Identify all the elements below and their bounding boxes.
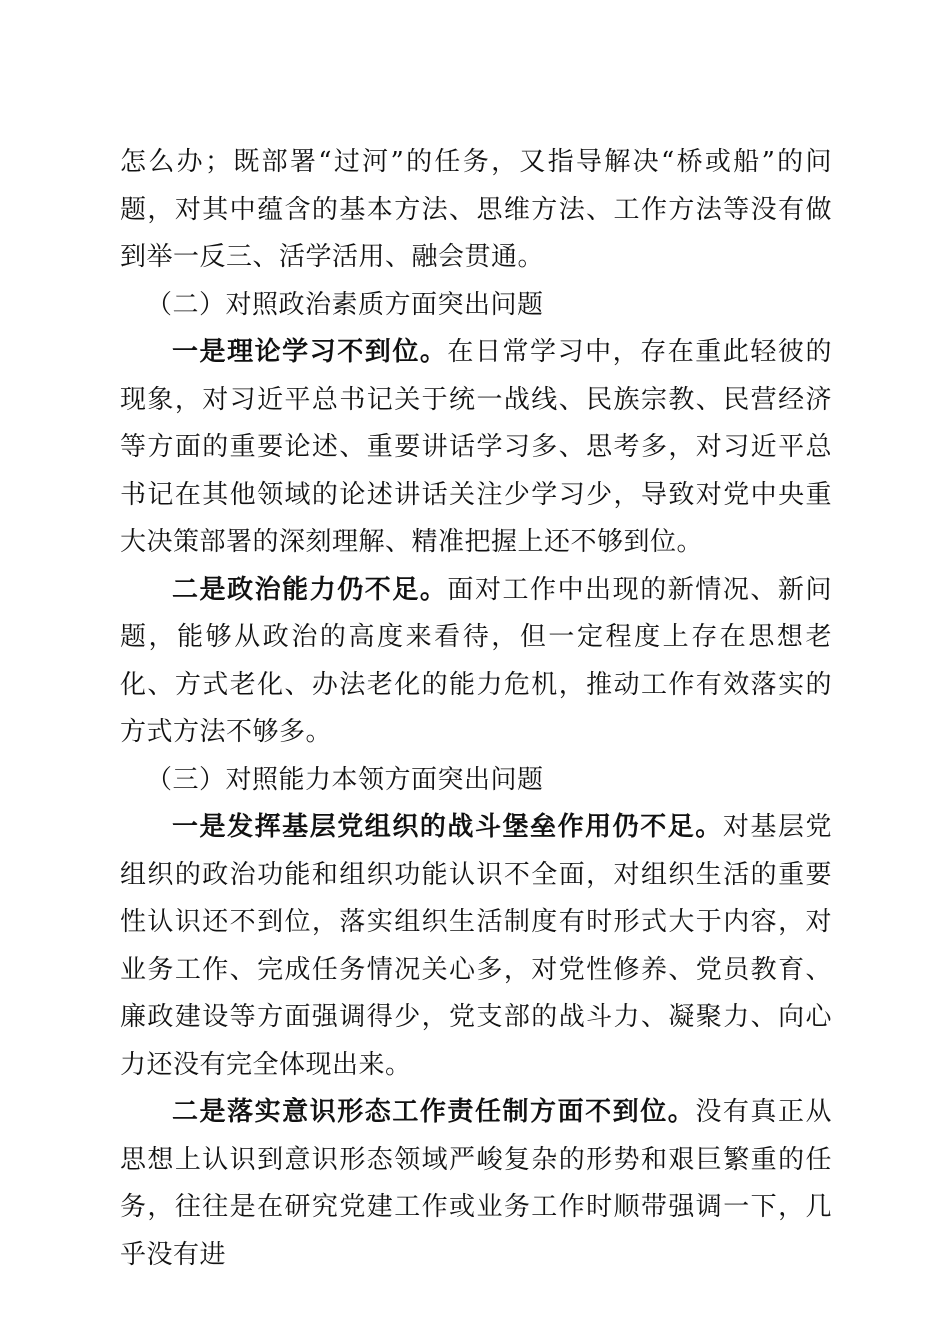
section-heading-text: （三）对照能力本领方面突出问题 [146,764,544,795]
paragraph-text: 没有真正从思想上认识到意识形态领域严峻复杂的形势和艰巨繁重的任务，往往是在研究党建工作或业务工作时顺带强调一下，几乎没有进 [120,1097,832,1270]
paragraph-lead: 一是理论学习不到位。 [172,337,448,367]
section-heading-capability [120,757,832,805]
section-heading-political-quality [120,282,832,330]
paragraph-text: 在日常学习中，存在重此轻彼的现象，对习近平总书记关于统一战线、民族宗教、民营经济等方面的重要论述、重要讲话学习多、思考多，对习近平总书记在其他领域的论述讲话关注少学习少，导致对党中央重大决策部署的深刻理解、精准把握上还不够到位。 [120,337,832,557]
paragraph-theory-study [120,329,832,567]
paragraph-lead: 二是落实意识形态工作责任制方面不到位。 [172,1097,696,1127]
document-body [120,139,832,1279]
paragraph-lead: 二是政治能力仍不足。 [172,574,448,605]
paragraph-political-ability [120,567,832,757]
section-heading-text: （二）对照政治素质方面突出问题 [146,289,544,320]
paragraph-ideology-responsibility [120,1089,832,1279]
paragraph-lead: 一是发挥基层党组织的战斗堡垒作用仍不足。 [172,812,723,842]
paragraph-text: 怎么办；既部署“过河”的任务，又指导解决“桥或船”的问题，对其中蕴含的基本方法、思维方法、工作方法等没有做到举一反三、活学活用、融会贯通。 [120,147,832,272]
paragraph-text: 面对工作中出现的新情况、新问题，能够从政治的高度来看待，但一定程度上存在思想老化、方式老化、办法老化的能力危机，推动工作有效落实的方式方法不够多。 [120,574,832,747]
paragraph-grassroots-party [120,804,832,1089]
paragraph-continuation [120,139,832,282]
paragraph-text: 对基层党组织的政治功能和组织功能认识不全面，对组织生活的重要性认识还不到位，落实组织生活制度有时形式大于内容，对业务工作、完成任务情况关心多，对党性修养、党员教育、廉政建设等方面强调得少，党支部的战斗力、凝聚力、向心力还没有完全体现出来。 [120,812,832,1080]
